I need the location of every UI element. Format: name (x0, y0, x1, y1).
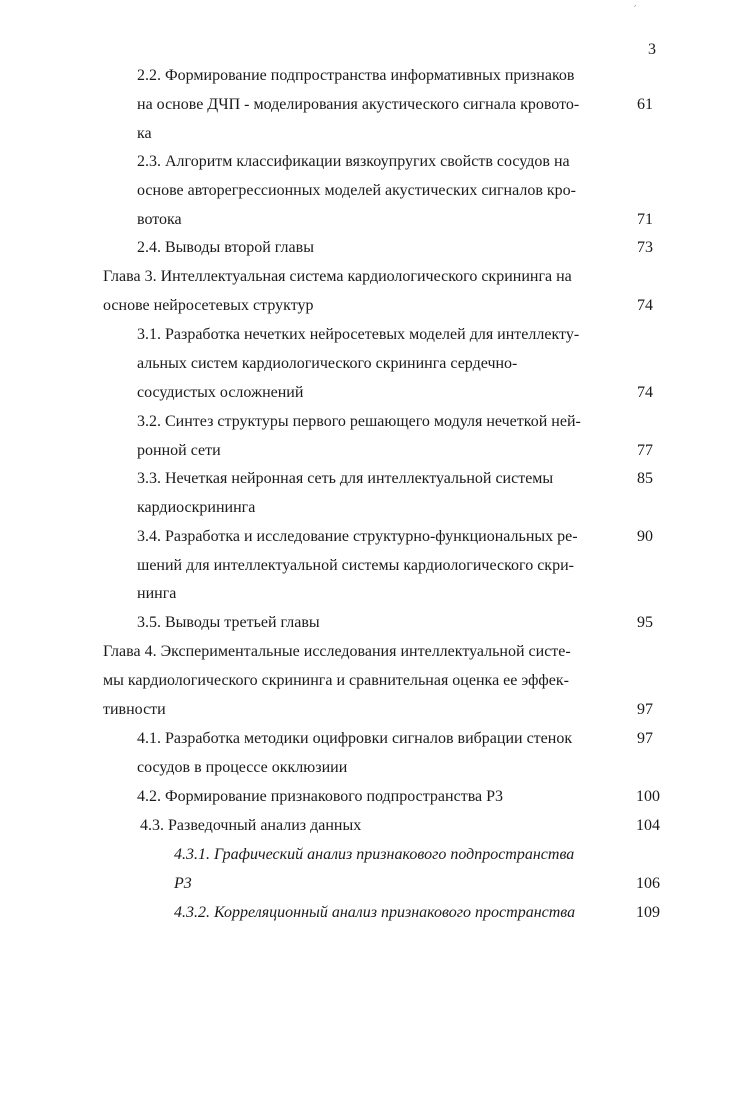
toc-page-number: 74 (637, 297, 653, 314)
toc-entry-line: 4.3. Разведочный анализ данных (140, 817, 362, 834)
toc-entry-line: 2.3. Алгоритм классификации вязкоупругих свойств сосудов на (137, 153, 570, 170)
toc-entry-line: 4.2. Формирование признакового подпространства Р3 (137, 788, 504, 805)
toc-page-number: 109 (636, 904, 660, 921)
toc-entry-line: нинга (137, 585, 177, 602)
toc-entry-line: 3.3. Нечеткая нейронная сеть для интеллектуальной системы (137, 470, 554, 487)
toc-subentry-line: Р3 (174, 875, 192, 892)
toc-page-number: 71 (637, 211, 653, 228)
toc-page-number: 85 (637, 470, 653, 487)
toc-page-number: 90 (637, 528, 653, 545)
toc-chapter-line: Глава 4. Экспериментальные исследования интеллектуальной систе- (103, 643, 571, 660)
toc-entry-line: вотока (137, 211, 182, 228)
corner-mark: ׳ (634, 2, 637, 12)
toc-page-number: 73 (637, 239, 653, 256)
toc-entry-line: ка (137, 125, 152, 142)
toc-entry-line: 3.5. Выводы третьей главы (137, 614, 320, 631)
toc-entry-line: шений для интеллектуальной системы кардиологического скри- (137, 557, 574, 574)
toc-entry-line: ронной сети (137, 442, 221, 459)
toc-entry-line: кардиоскрининга (137, 499, 256, 516)
toc-entry-line: сосудистых осложнений (137, 384, 304, 401)
toc-entry-line: 3.4. Разработка и исследование структурно-функциональных ре- (137, 528, 578, 545)
toc-chapter-line: Глава 3. Интеллектуальная система кардиологического скрининга на (103, 268, 572, 285)
toc-page-number: 61 (637, 96, 653, 113)
toc-page-number: 77 (637, 442, 653, 459)
toc-page-number: 97 (637, 701, 653, 718)
toc-chapter-line: мы кардиологического скрининга и сравнительная оценка ее эффек- (103, 672, 569, 689)
toc-page-number: 104 (636, 817, 660, 834)
toc-entry-line: 2.2. Формирование подпространства информативных признаков (137, 67, 575, 84)
toc-entry-line: на основе ДЧП - моделирования акустического сигнала кровото- (137, 96, 580, 113)
toc-entry-line: сосудов в процессе окклюзиии (137, 759, 348, 776)
toc-chapter-line: тивности (103, 701, 166, 718)
toc-subentry-line: 4.3.1. Графический анализ признакового подпространства (174, 846, 575, 863)
toc-entry-line: 3.2. Синтез структуры первого решающего модуля нечеткой ней- (137, 413, 581, 430)
toc-page-number: 74 (637, 384, 653, 401)
toc-page-number: 97 (637, 730, 653, 747)
toc-entry-line: основе авторегрессионных моделей акустических сигналов кро- (137, 182, 576, 199)
toc-entry-line: 3.1. Разработка нечетких нейросетевых моделей для интеллекту- (137, 326, 580, 343)
toc-page-number: 106 (636, 875, 660, 892)
toc-page-number: 100 (636, 788, 660, 805)
toc-page-number: 95 (637, 614, 653, 631)
page-number: 3 (648, 41, 656, 58)
toc-chapter-line: основе нейросетевых структур (103, 297, 314, 314)
toc-entry-line: альных систем кардиологического скрининга сердечно- (137, 355, 518, 372)
toc-entry-line: 4.1. Разработка методики оцифровки сигналов вибрации стенок (137, 730, 573, 747)
toc-subentry-line: 4.3.2. Корреляционный анализ признакового пространства (174, 904, 576, 921)
toc-entry-line: 2.4. Выводы второй главы (137, 239, 314, 256)
